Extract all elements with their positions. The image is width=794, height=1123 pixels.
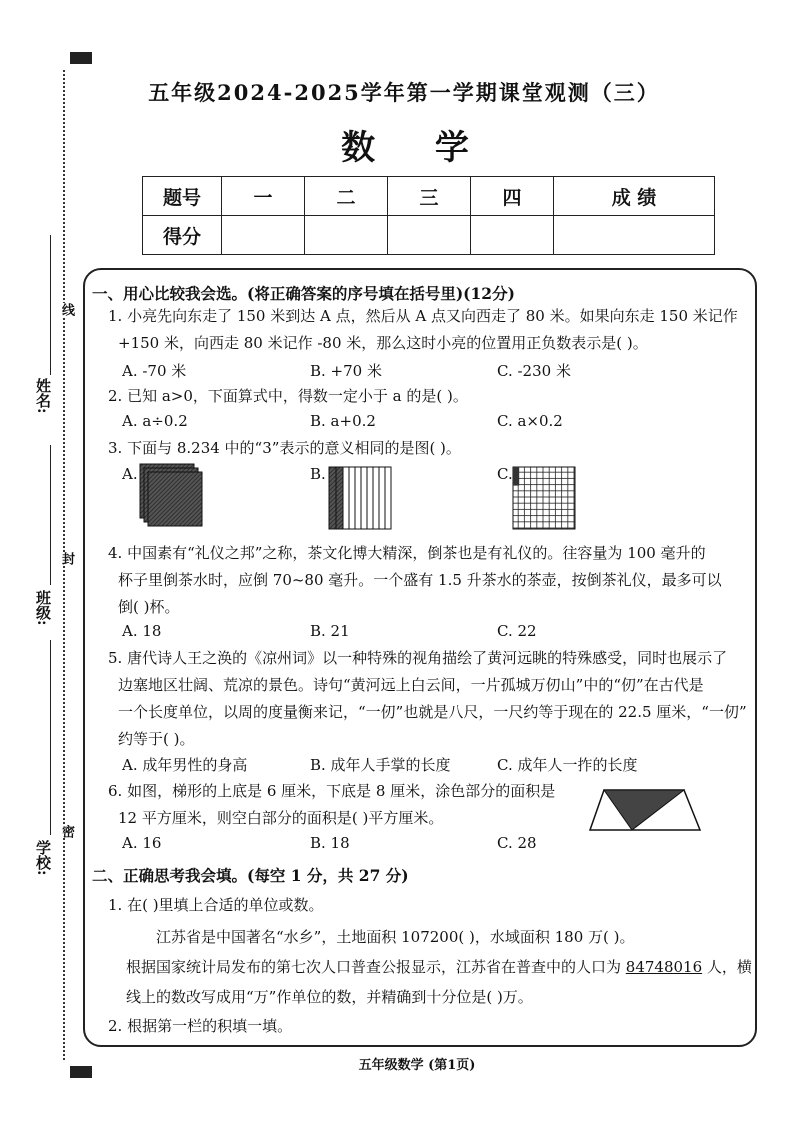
score-header-cell: 成 绩 (554, 177, 715, 216)
s2-q1-line3 (126, 956, 752, 977)
q4-option-a[interactable]: A. 18 (122, 622, 162, 640)
binding-line-char: 线 (59, 303, 74, 316)
q4-text-line3: 倒( )杯。 (118, 598, 180, 616)
school-label: 学校: (34, 840, 52, 876)
population-number: 84748016 (625, 958, 703, 976)
q1-option-b[interactable]: B. +70 米 (310, 362, 382, 380)
q5-text-line3: 一个长度单位，以周的度量衡来记，“一仞”也就是八尺，一尺约等于现在的 22.5 厘米，“一仞” (118, 703, 747, 721)
q2-text: 2. 已知 a>0，下面算式中，得数一定小于 a 的是( )。 (108, 387, 468, 405)
q2-option-c[interactable]: C. a×0.2 (497, 412, 563, 430)
figure-b-strips (328, 466, 394, 530)
score-header-cell: 题号 (143, 177, 222, 216)
score-row-label: 得分 (143, 216, 222, 255)
q5-text-line2: 边塞地区壮阔、荒凉的景色。诗句“黄河远上白云间，一片孤城万仞山”中的“仞”在古代是 (118, 676, 704, 694)
figure-c-grid (512, 466, 576, 530)
q6-option-b[interactable]: B. 18 (310, 834, 350, 852)
q2-option-b[interactable]: B. a+0.2 (310, 412, 376, 430)
score-cell (305, 216, 388, 255)
q4-option-c[interactable]: C. 22 (497, 622, 537, 640)
school-underline (50, 640, 51, 835)
q1-option-c[interactable]: C. -230 米 (497, 362, 571, 380)
class-underline (50, 445, 51, 585)
page-footer: 五年级数学 (第1页) (358, 1058, 476, 1073)
q4-option-b[interactable]: B. 21 (310, 622, 350, 640)
q6-option-c[interactable]: C. 28 (497, 834, 537, 852)
q5-option-b[interactable]: B. 成年人手掌的长度 (310, 756, 451, 774)
q4-text-line1: 4. 中国素有“礼仪之邦”之称，茶文化博大精深，倒茶也是有礼仪的。往容量为 100 毫升的 (108, 544, 706, 562)
score-header-cell: 四 (471, 177, 554, 216)
q5-text-line4: 约等于( )。 (118, 730, 195, 748)
s2-q1-line3-post: 人，横 (702, 958, 752, 976)
q3-option-b-label[interactable]: B. (310, 465, 326, 483)
section1-title: 一、用心比较我会选。(将正确答案的序号填在括号里)(12分) (92, 284, 515, 303)
q6-text-line2: 12 平方厘米，则空白部分的面积是( )平方厘米。 (118, 809, 444, 827)
score-header-cell: 二 (305, 177, 388, 216)
s2-q1-line4: 线上的数改写成用“万”作单位的数，并精确到十分位是( )万。 (126, 988, 533, 1006)
exam-title: 五年级2024-2025学年第一学期课堂观测（三） (148, 80, 660, 105)
q6-text-line1: 6. 如图，梯形的上底是 6 厘米，下底是 8 厘米，涂色部分的面积是 (108, 782, 556, 800)
binding-dotted-line (63, 70, 65, 1060)
name-label: 姓名: (34, 378, 52, 414)
s2-q1-text: 1. 在( )里填上合适的单位或数。 (108, 896, 324, 914)
section2-title: 二、正确思考我会填。(每空 1 分，共 27 分) (92, 866, 409, 885)
q2-option-a[interactable]: A. a÷0.2 (122, 412, 188, 430)
q5-option-a[interactable]: A. 成年男性的身高 (122, 756, 248, 774)
score-cell (554, 216, 715, 255)
name-underline (50, 235, 51, 375)
q3-option-a-label[interactable]: A. (122, 465, 138, 483)
q6-option-a[interactable]: A. 16 (122, 834, 162, 852)
q1-option-a[interactable]: A. -70 米 (122, 362, 187, 380)
class-label: 班级: (34, 590, 52, 626)
s2-q2-text: 2. 根据第一栏的积填一填。 (108, 1017, 293, 1035)
q3-option-c-label[interactable]: C. (497, 465, 513, 483)
score-cell (388, 216, 471, 255)
q1-text-line2: +150 米，向西走 80 米记作 -80 米，那么这时小亮的位置用正负数表示是( )。 (118, 334, 648, 352)
score-header-cell: 一 (222, 177, 305, 216)
score-header-cell: 三 (388, 177, 471, 216)
binding-seal-char: 封 (59, 552, 74, 565)
score-table (142, 176, 715, 255)
binding-secret-char: 密 (59, 825, 74, 838)
corner-mark-top (70, 52, 92, 64)
score-cell (471, 216, 554, 255)
s2-q1-line2: 江苏省是中国著名“水乡”，土地面积 107200( )，水域面积 180 万( )。 (156, 928, 635, 946)
trapezoid-figure (586, 786, 704, 834)
s2-q1-line3-pre: 根据国家统计局发布的第七次人口普查公报显示，江苏省在普查中的人口为 (126, 958, 626, 976)
q3-text: 3. 下面与 8.234 中的“3”表示的意义相同的是图( )。 (108, 439, 461, 457)
figure-a-stacked-squares (136, 462, 206, 532)
subject-title: 数 学 (341, 128, 493, 168)
q5-text-line1: 5. 唐代诗人王之涣的《凉州词》以一种特殊的视角描绘了黄河远眺的特殊感受，同时也展示了 (108, 649, 728, 667)
q4-text-line2: 杯子里倒茶水时，应倒 70~80 毫升。一个盛有 1.5 升茶水的茶壶，按倒茶礼仪，最多可以 (118, 571, 722, 589)
score-cell (222, 216, 305, 255)
q1-text-line1: 1. 小亮先向东走了 150 米到达 A 点，然后从 A 点又向西走了 80 米。如果向东走 150 米记作 (108, 307, 738, 325)
q5-option-c[interactable]: C. 成年人一拃的长度 (497, 756, 638, 774)
